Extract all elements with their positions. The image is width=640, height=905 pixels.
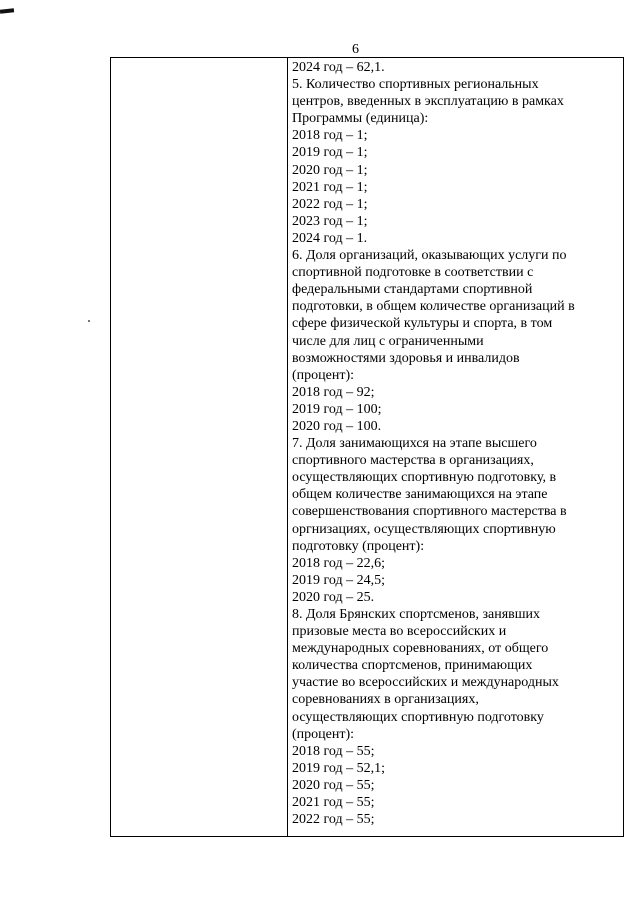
text-line: количества спортсменов, принимающих — [292, 658, 533, 674]
text-line: 2018 год – 55; — [292, 743, 375, 759]
text-line: общем количестве занимающихся на этапе — [292, 487, 548, 503]
text-line: Программы (единица): — [292, 111, 429, 127]
document-table — [110, 57, 624, 837]
text-line: 2021 год – 55; — [292, 795, 375, 811]
text-line: участие во всероссийских и международных — [292, 675, 559, 691]
text-line: 2020 год – 100. — [292, 418, 382, 434]
text-line: 2021 год – 1; — [292, 179, 368, 195]
text-line: 7. Доля занимающихся на этапе высшего — [292, 436, 537, 452]
text-line: числе для лиц с ограниченными — [292, 333, 484, 349]
table-right-cell — [292, 59, 619, 828]
text-line: 2019 год – 1; — [292, 145, 368, 161]
text-line: 2019 год – 52,1; — [292, 760, 386, 776]
text-line: 2019 год – 24,5; — [292, 572, 386, 588]
text-line: сфере физической культуры и спорта, в том — [292, 316, 553, 332]
text-line: 2018 год – 1; — [292, 128, 368, 144]
text-line: спортивной подготовке в соответствии с — [292, 265, 534, 281]
text-line: центров, введенных в эксплуатацию в рамках — [292, 94, 564, 110]
text-line: 6. Доля организаций, оказывающих услуги по — [292, 248, 567, 264]
text-line: 2022 год – 55; — [292, 812, 375, 828]
text-line: 2020 год – 1; — [292, 162, 368, 178]
text-line: осуществляющих спортивную подготовку — [292, 709, 544, 725]
text-line: подготовки, в общем количестве организаций в — [292, 299, 575, 315]
text-line: возможностями здоровья и инвалидов — [292, 350, 520, 366]
text-line: призовые места во всероссийских и — [292, 624, 507, 640]
scan-speck — [88, 320, 90, 322]
text-line: 2023 год – 1; — [292, 213, 368, 229]
text-line: осуществляющих спортивную подготовку, в — [292, 470, 557, 486]
text-line: 2020 год – 25. — [292, 589, 375, 605]
text-line: 8. Доля Брянских спортсменов, занявших — [292, 607, 541, 622]
column-divider — [287, 58, 288, 836]
text-line: 2024 год – 62,1. — [292, 60, 385, 75]
text-line: федеральными стандартами спортивной — [292, 282, 533, 298]
text-line: (процент): — [292, 726, 355, 742]
text-line: 5. Количество спортивных региональных — [292, 77, 539, 93]
text-line: 2022 год – 1; — [292, 196, 368, 212]
text-line: (процент): — [292, 367, 355, 383]
text-line: 2019 год – 100; — [292, 401, 382, 417]
text-line: международных соревнованиях, от общего — [292, 641, 549, 657]
text-line: 2024 год – 1. — [292, 230, 368, 246]
text-line: 2020 год – 55; — [292, 777, 375, 793]
text-line: совершенствования спортивного мастерства в — [292, 504, 567, 520]
text-line: 2018 год – 22,6; — [292, 555, 386, 571]
text-line: подготовку (процент): — [292, 538, 425, 554]
text-line: спортивного мастерства в организациях, — [292, 453, 534, 469]
text-line: соревнованиях в организациях, — [292, 692, 479, 708]
text-line: оргнизациях, осуществляющих спортивную — [292, 521, 556, 537]
text-line: 2018 год – 92; — [292, 384, 375, 400]
scan-corner-mark — [0, 8, 14, 13]
page-number: 6 — [352, 42, 359, 57]
